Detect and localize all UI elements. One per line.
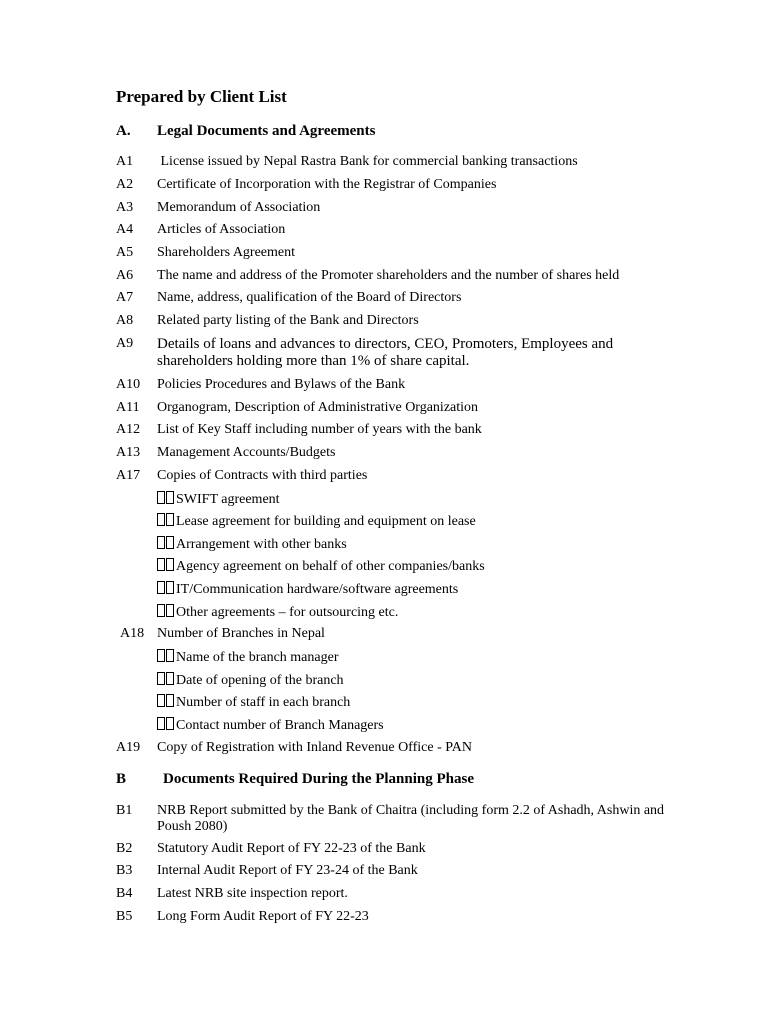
item-text: License issued by Nepal Rastra Bank for commercial banking transactions	[157, 154, 578, 169]
checkbox-glyph-icon	[166, 581, 174, 594]
item-text: Statutory Audit Report of FY 22-23 of the Bank	[157, 841, 426, 856]
item-code: B4	[116, 886, 133, 901]
page-title: Prepared by Client List	[116, 87, 287, 106]
item-code: A8	[116, 313, 134, 328]
checkbox-glyph-icon	[157, 558, 165, 571]
sub-item-text: Agency agreement on behalf of other companies/banks	[176, 559, 485, 574]
checkbox-glyph-icon	[157, 694, 165, 707]
checkbox-glyph-icon	[166, 672, 174, 685]
item-text: NRB Report submitted by the Bank of Chaitra (including form 2.2 of Ashadh, Ashwin and Poush 2080)	[157, 803, 665, 834]
sub-list-item	[157, 717, 384, 734]
item-code: B1	[116, 803, 133, 818]
sub-item-text: SWIFT agreement	[176, 492, 280, 507]
sub-item-text: Number of staff in each branch	[176, 695, 351, 710]
item-code: A13	[116, 445, 141, 460]
checkbox-glyph-icon	[166, 536, 174, 549]
checkbox-glyph-icon	[166, 604, 174, 617]
item-code: B2	[116, 841, 133, 856]
sub-item-text: Arrangement with other banks	[176, 537, 347, 552]
checkbox-glyph-icon	[166, 558, 174, 571]
checkbox-glyph-icon	[157, 672, 165, 685]
section-a-heading: Legal Documents and Agreements	[157, 123, 376, 139]
item-text: Articles of Association	[157, 222, 286, 237]
checkbox-glyph-icon	[166, 513, 174, 526]
checkbox-glyph-icon	[157, 513, 165, 526]
item-text: Memorandum of Association	[157, 200, 321, 215]
sub-item-text: Contact number of Branch Managers	[176, 718, 384, 733]
sub-list-item	[157, 604, 398, 621]
item-code: A3	[116, 200, 134, 215]
checkbox-glyph-icon	[166, 717, 174, 730]
sub-item-text: IT/Communication hardware/software agreements	[176, 582, 459, 597]
sub-item-text: Lease agreement for building and equipment on lease	[176, 514, 476, 529]
sub-list-item	[157, 694, 350, 711]
item-text: Number of Branches in Nepal	[157, 626, 325, 641]
checkbox-glyph-icon	[157, 717, 165, 730]
sub-item-text: Date of opening of the branch	[176, 673, 344, 688]
item-code: A9	[116, 336, 134, 351]
item-text: Related party listing of the Bank and Directors	[157, 313, 419, 328]
item-text: Long Form Audit Report of FY 22-23	[157, 909, 369, 924]
item-code: A7	[116, 290, 134, 305]
checkbox-glyph-icon	[157, 581, 165, 594]
item-code: A10	[116, 377, 141, 392]
item-text: Latest NRB site inspection report.	[157, 886, 348, 901]
checkbox-glyph-icon	[157, 649, 165, 662]
item-code: A6	[116, 268, 134, 283]
sub-list-item	[157, 536, 347, 553]
item-code: A17	[116, 468, 141, 483]
item-text: Copies of Contracts with third parties	[157, 468, 368, 483]
item-code: B5	[116, 909, 133, 924]
item-code: A19	[116, 740, 141, 755]
checkbox-glyph-icon	[166, 491, 174, 504]
sub-list-item	[157, 581, 458, 598]
sub-item-text: Other agreements – for outsourcing etc.	[176, 605, 399, 620]
checkbox-glyph-icon	[157, 491, 165, 504]
item-text: Copy of Registration with Inland Revenue Office - PAN	[157, 740, 472, 755]
checkbox-glyph-icon	[166, 694, 174, 707]
checkbox-glyph-icon	[157, 604, 165, 617]
section-b-heading: Documents Required During the Planning Phase	[163, 771, 475, 787]
item-code: A11	[116, 400, 140, 415]
item-text: Organogram, Description of Administrative Organization	[157, 400, 479, 415]
item-text: Shareholders Agreement	[157, 245, 296, 260]
item-code: A12	[116, 422, 141, 437]
sub-list-item	[157, 513, 476, 530]
checkbox-glyph-icon	[166, 649, 174, 662]
item-text: Name, address, qualification of the Board of Directors	[157, 290, 462, 305]
sub-list-item	[157, 558, 485, 575]
checkbox-glyph-icon	[157, 536, 165, 549]
item-text: Certificate of Incorporation with the Registrar of Companies	[157, 177, 497, 192]
item-code: A2	[116, 177, 134, 192]
sub-item-text: Name of the branch manager	[176, 650, 339, 665]
item-text: The name and address of the Promoter shareholders and the number of shares held	[157, 268, 620, 283]
item-code: A4	[116, 222, 134, 237]
item-text: List of Key Staff including number of years with the bank	[157, 422, 482, 437]
item-text: Details of loans and advances to directors, CEO, Promoters, Employees and shareholders holding more than 1% of share capital.	[157, 336, 614, 369]
item-code: B3	[116, 863, 133, 878]
sub-list-item	[157, 672, 344, 689]
item-code: A18	[120, 626, 145, 641]
item-code: A1	[116, 154, 134, 169]
item-text: Policies Procedures and Bylaws of the Bank	[157, 377, 406, 392]
sub-list-item	[157, 491, 280, 508]
section-b-letter: B	[116, 771, 127, 787]
item-text: Management Accounts/Budgets	[157, 445, 336, 460]
item-code: A5	[116, 245, 134, 260]
section-a-letter: A.	[116, 123, 131, 139]
sub-list-item	[157, 649, 338, 666]
item-text: Internal Audit Report of FY 23-24 of the Bank	[157, 863, 418, 878]
